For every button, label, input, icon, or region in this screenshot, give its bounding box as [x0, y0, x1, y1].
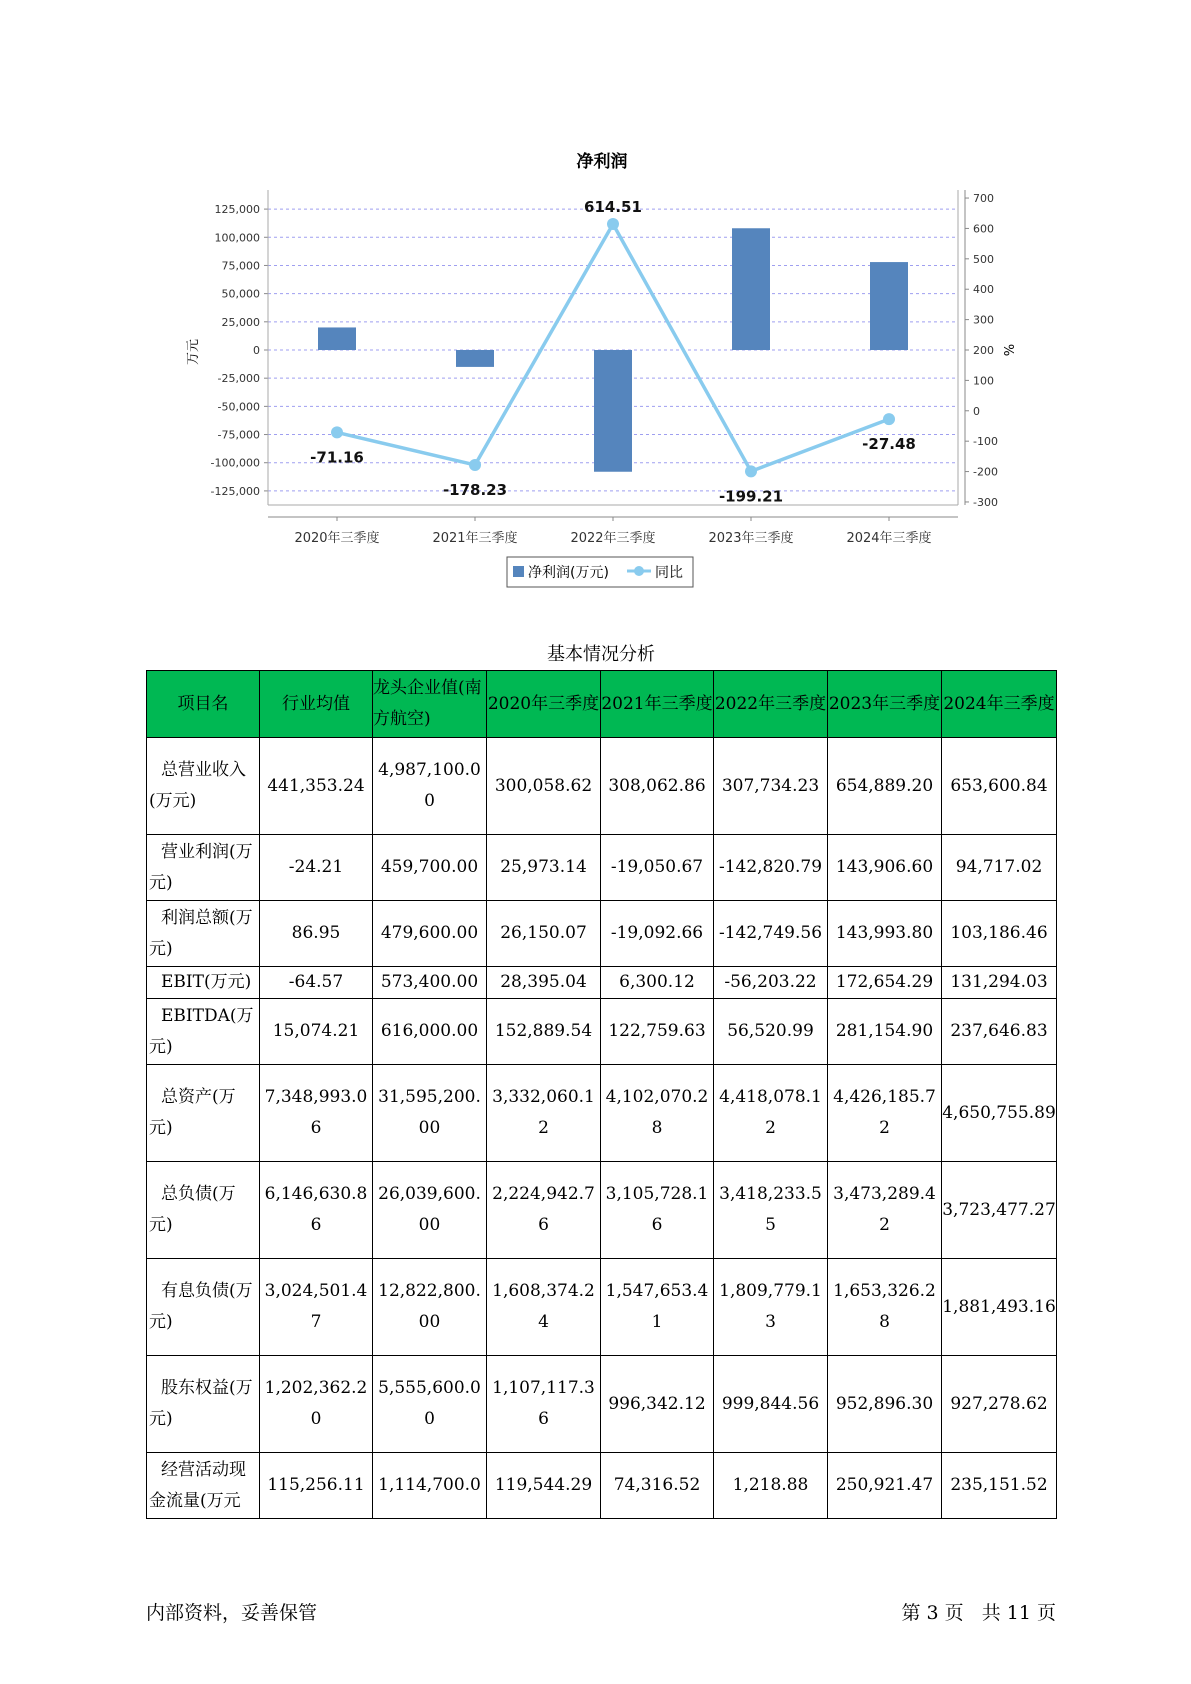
cell-item-name: 总营业收入(万元)	[147, 738, 260, 835]
y-tick-label: 75,000	[221, 259, 260, 273]
cell-2022q3: 3,418,233.55	[714, 1162, 828, 1259]
cell-leader-value: 479,600.00	[373, 901, 487, 967]
cell-leader-value: 4,987,100.00	[373, 738, 487, 835]
y2-tick-label: 700	[973, 192, 994, 206]
bar-net-profit	[870, 262, 908, 350]
x-tick-label: 2023年三季度	[708, 531, 794, 546]
point-yoy	[745, 465, 757, 477]
cell-2022q3: 999,844.56	[714, 1356, 828, 1453]
footer-confidential-note: 内部资料，妥善保管	[146, 1602, 318, 1624]
y2-tick-label: 300	[973, 313, 994, 327]
y-tick-label: -100,000	[210, 456, 260, 470]
cell-2022q3: 1,218.88	[714, 1453, 828, 1519]
footer-page-number: 第 3 页 共 11 页	[901, 1602, 1056, 1624]
table-row	[147, 835, 1057, 901]
table-row	[147, 999, 1057, 1065]
header-2022q3: 2022年三季度	[714, 671, 828, 738]
cell-2021q3: 122,759.63	[601, 999, 714, 1065]
plot-area	[211, 190, 998, 546]
cell-2023q3: 1,653,326.28	[828, 1259, 942, 1356]
cell-2022q3: 307,734.23	[714, 738, 828, 835]
cell-industry-average: 1,202,362.20	[260, 1356, 373, 1453]
cell-item-name: 总资产(万元)	[147, 1065, 260, 1162]
cell-2020q3: 119,544.29	[487, 1453, 601, 1519]
header-leader-value: 龙头企业值(南方航空)	[373, 671, 487, 738]
cell-2023q3: 654,889.20	[828, 738, 942, 835]
data-label-yoy: 614.51	[584, 198, 642, 217]
cell-2023q3: 143,993.80	[828, 901, 942, 967]
cell-2023q3: 4,426,185.72	[828, 1065, 942, 1162]
cell-leader-value: 616,000.00	[373, 999, 487, 1065]
legend-bar-swatch	[513, 566, 524, 577]
cell-2020q3: 1,107,117.36	[487, 1356, 601, 1453]
cell-leader-value: 573,400.00	[373, 967, 487, 999]
cell-2022q3: 56,520.99	[714, 999, 828, 1065]
y2-tick-label: 500	[973, 252, 994, 266]
cell-2024q3: 103,186.46	[942, 901, 1057, 967]
cell-2022q3: 4,418,078.12	[714, 1065, 828, 1162]
cell-2024q3: 927,278.62	[942, 1356, 1057, 1453]
point-yoy	[883, 413, 895, 425]
cell-item-name: 经营活动现金流量(万元	[147, 1453, 260, 1519]
cell-2024q3: 1,881,493.16	[942, 1259, 1057, 1356]
table-row	[147, 1356, 1057, 1453]
header-2024q3: 2024年三季度	[942, 671, 1057, 738]
cell-2021q3: 4,102,070.28	[601, 1065, 714, 1162]
cell-leader-value: 31,595,200.00	[373, 1065, 487, 1162]
y2-tick-label: -100	[973, 435, 998, 449]
cell-2023q3: 143,906.60	[828, 835, 942, 901]
cell-2024q3: 94,717.02	[942, 835, 1057, 901]
point-yoy	[331, 426, 343, 438]
header-2021q3: 2021年三季度	[601, 671, 714, 738]
y2-tick-label: 100	[973, 374, 994, 388]
cell-2020q3: 3,332,060.12	[487, 1065, 601, 1162]
cell-leader-value: 5,555,600.00	[373, 1356, 487, 1453]
cell-industry-average: -24.21	[260, 835, 373, 901]
cell-2023q3: 952,896.30	[828, 1356, 942, 1453]
table-row	[147, 1453, 1057, 1519]
y2-tick-label: 600	[973, 222, 994, 236]
cell-industry-average: 15,074.21	[260, 999, 373, 1065]
y-tick-label: 50,000	[221, 287, 260, 301]
cell-item-name: 有息负债(万元)	[147, 1259, 260, 1356]
cell-2024q3: 131,294.03	[942, 967, 1057, 999]
cell-item-name: 股东权益(万元)	[147, 1356, 260, 1453]
cell-2023q3: 3,473,289.42	[828, 1162, 942, 1259]
bar-net-profit	[456, 350, 494, 367]
x-tick-label: 2022年三季度	[570, 531, 656, 546]
y2-tick-label: 400	[973, 283, 994, 297]
table-row	[147, 967, 1057, 999]
y2-tick-label: 200	[973, 344, 994, 357]
y-tick-label: -75,000	[217, 428, 260, 442]
cell-2024q3: 237,646.83	[942, 999, 1057, 1065]
cell-leader-value: 1,114,700.0	[373, 1453, 487, 1519]
x-tick-label: 2024年三季度	[846, 531, 932, 546]
legend	[507, 557, 693, 587]
data-label-yoy: -199.21	[718, 487, 784, 506]
cell-2021q3: 308,062.86	[601, 738, 714, 835]
y-tick-label: 25,000	[221, 315, 260, 329]
table-row	[147, 1162, 1057, 1259]
cell-industry-average: -64.57	[260, 967, 373, 999]
cell-2020q3: 300,058.62	[487, 738, 601, 835]
net-profit-chart	[0, 0, 1191, 620]
cell-2020q3: 2,224,942.76	[487, 1162, 601, 1259]
cell-2021q3: 6,300.12	[601, 967, 714, 999]
header-industry-average: 行业均值	[260, 671, 373, 738]
cell-2020q3: 25,973.14	[487, 835, 601, 901]
header-2023q3: 2023年三季度	[828, 671, 942, 738]
cell-2020q3: 26,150.07	[487, 901, 601, 967]
table-body	[147, 738, 1057, 1519]
cell-2021q3: 996,342.12	[601, 1356, 714, 1453]
y-tick-label: 125,000	[214, 203, 260, 217]
cell-item-name: EBIT(万元)	[147, 967, 260, 999]
cell-2024q3: 653,600.84	[942, 738, 1057, 835]
cell-2024q3: 235,151.52	[942, 1453, 1057, 1519]
x-tick-label: 2021年三季度	[432, 531, 518, 546]
cell-2021q3: -19,092.66	[601, 901, 714, 967]
cell-2024q3: 4,650,755.89	[942, 1065, 1057, 1162]
y2-axis-title: %	[1000, 343, 1015, 357]
y-tick-label: -50,000	[217, 400, 260, 414]
y2-tick-label: 0	[973, 404, 980, 418]
data-label-yoy: -178.23	[442, 480, 508, 499]
data-label-yoy: -71.16	[310, 448, 364, 467]
cell-2021q3: 1,547,653.41	[601, 1259, 714, 1356]
cell-2020q3: 1,608,374.24	[487, 1259, 601, 1356]
y-tick-label: -125,000	[210, 484, 260, 498]
cell-2023q3: 172,654.29	[828, 967, 942, 999]
point-yoy	[469, 459, 481, 471]
cell-2020q3: 152,889.54	[487, 999, 601, 1065]
y2-tick-label: -300	[973, 495, 998, 509]
table-row	[147, 738, 1057, 835]
bar-net-profit	[732, 228, 770, 350]
table-row	[147, 1259, 1057, 1356]
cell-item-name: 总负债(万元)	[147, 1162, 260, 1259]
cell-2023q3: 250,921.47	[828, 1453, 942, 1519]
cell-industry-average: 6,146,630.86	[260, 1162, 373, 1259]
legend-yoy-label: 同比	[655, 565, 683, 581]
cell-2022q3: -142,749.56	[714, 901, 828, 967]
cell-2020q3: 28,395.04	[487, 967, 601, 999]
table-row	[147, 1065, 1057, 1162]
cell-2021q3: -19,050.67	[601, 835, 714, 901]
x-tick-label: 2020年三季度	[294, 531, 380, 546]
table-header-row	[147, 671, 1057, 738]
chart-title: 净利润	[576, 152, 628, 172]
cell-industry-average: 86.95	[260, 901, 373, 967]
cell-2022q3: -142,820.79	[714, 835, 828, 901]
y2-tick-label: -200	[973, 465, 998, 479]
point-yoy	[607, 218, 619, 230]
cell-industry-average: 441,353.24	[260, 738, 373, 835]
legend-line-marker	[634, 566, 644, 576]
table-row	[147, 901, 1057, 967]
y-tick-label: -25,000	[217, 372, 260, 386]
cell-2023q3: 281,154.90	[828, 999, 942, 1065]
table-caption: 基本情况分析	[547, 644, 655, 665]
cell-2021q3: 74,316.52	[601, 1453, 714, 1519]
cell-item-name: 营业利润(万元)	[147, 835, 260, 901]
y-tick-label: 100,000	[214, 231, 260, 245]
header-item-name: 项目名	[147, 671, 260, 738]
cell-2022q3: 1,809,779.13	[714, 1259, 828, 1356]
cell-item-name: 利润总额(万元)	[147, 901, 260, 967]
header-2020q3: 2020年三季度	[487, 671, 601, 738]
bar-net-profit	[318, 327, 356, 350]
cell-2022q3: -56,203.22	[714, 967, 828, 999]
cell-industry-average: 3,024,501.47	[260, 1259, 373, 1356]
cell-2024q3: 3,723,477.27	[942, 1162, 1057, 1259]
cell-leader-value: 459,700.00	[373, 835, 487, 901]
cell-item-name: EBITDA(万元)	[147, 999, 260, 1065]
basic-analysis-table	[146, 670, 1057, 1519]
y-axis-title: 万元	[186, 338, 201, 366]
cell-industry-average: 115,256.11	[260, 1453, 373, 1519]
bar-net-profit	[594, 350, 632, 472]
legend-net-profit-label: 净利润(万元)	[528, 565, 609, 581]
cell-leader-value: 26,039,600.00	[373, 1162, 487, 1259]
cell-2021q3: 3,105,728.16	[601, 1162, 714, 1259]
cell-industry-average: 7,348,993.06	[260, 1065, 373, 1162]
y-tick-label: 0	[253, 344, 260, 357]
data-label-yoy: -27.48	[862, 435, 916, 454]
cell-leader-value: 12,822,800.00	[373, 1259, 487, 1356]
